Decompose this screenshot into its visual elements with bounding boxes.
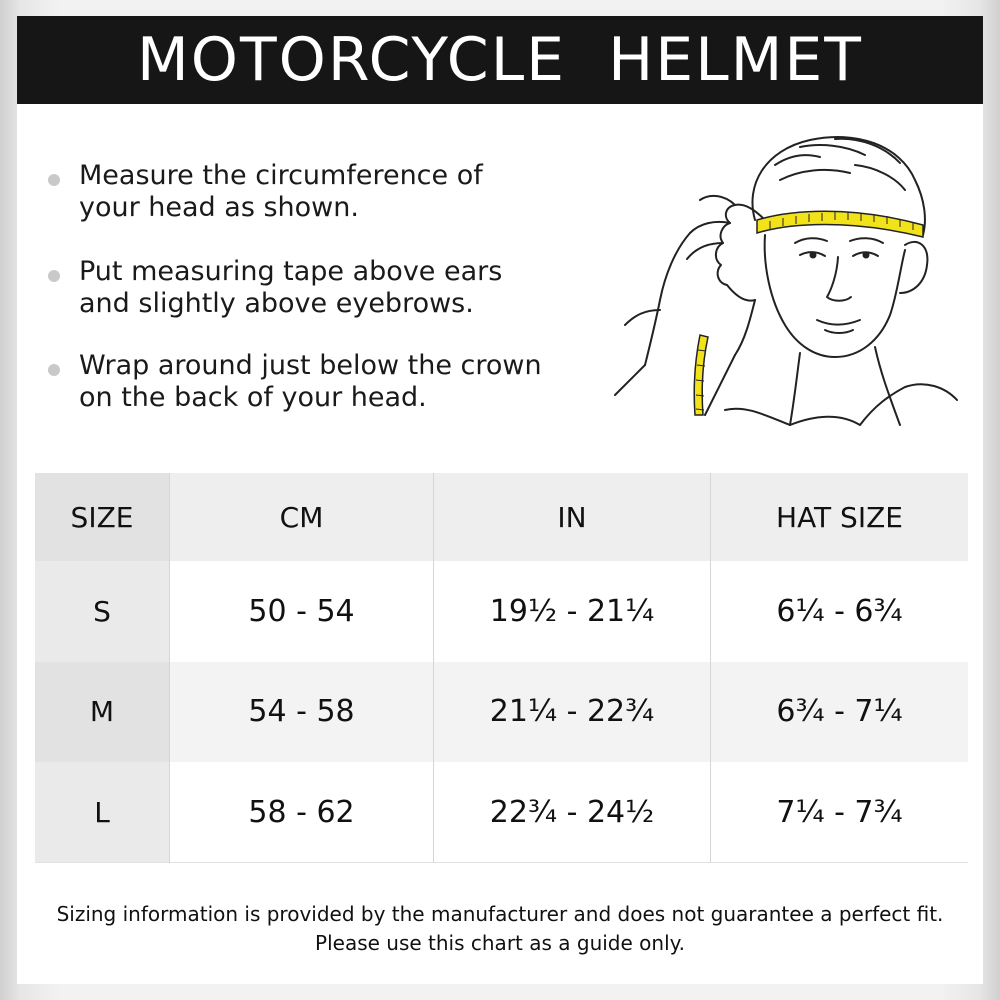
size-cell: S: [35, 561, 170, 662]
column-header-cm: CM: [170, 473, 434, 561]
size-cell: M: [35, 662, 170, 763]
in-cell: 19½ - 21¼: [434, 561, 711, 662]
table-row: [35, 762, 968, 863]
hat-size-cell: 7¼ - 7¾: [776, 794, 903, 830]
cm-cell: 54 - 58: [170, 662, 434, 763]
disclaimer-line: Please use this chart as a guide only.: [315, 931, 685, 955]
cm-cell: 58 - 62: [170, 762, 434, 863]
in-cell: 22¾ - 24½: [434, 762, 711, 863]
hat-size-cell: 6¼ - 6¾: [776, 593, 903, 629]
hat-size-cell: 6¾ - 7¼: [776, 694, 903, 730]
in-cell: 21¼ - 22¾: [434, 662, 711, 763]
column-header-hat-size: HAT SIZE: [776, 500, 903, 534]
instruction-line: your head as shown.: [79, 192, 359, 223]
bullet-dot-icon: [48, 364, 60, 376]
instruction-text: [79, 160, 569, 224]
man-measuring-head-with-tape-icon: [605, 125, 960, 435]
instruction-text: [79, 256, 569, 320]
instruction-line: Put measuring tape above ears: [79, 256, 503, 287]
disclaimer: [17, 900, 983, 958]
disclaimer-line: Sizing information is provided by the manufacturer and does not guarantee a perfect fit.: [56, 902, 944, 926]
column-header-in: IN: [434, 473, 711, 561]
column-header-size: SIZE: [35, 473, 170, 561]
instruction-line: Measure the circumference of: [79, 160, 483, 191]
instruction-line: and slightly above eyebrows.: [79, 288, 474, 319]
title-bar: [17, 16, 983, 104]
size-chart-table: [35, 473, 968, 863]
bullet-dot-icon: [48, 270, 60, 282]
size-cell: L: [35, 762, 170, 863]
table-row: [35, 662, 968, 763]
cm-cell: 50 - 54: [170, 561, 434, 662]
bullet-dot-icon: [48, 174, 60, 186]
instruction-line: on the back of your head.: [79, 382, 427, 413]
instruction-line: Wrap around just below the crown: [79, 350, 542, 381]
instruction-text: [79, 350, 569, 414]
table-row: [35, 561, 968, 662]
page-title: MOTORCYCLE HELMET: [137, 25, 863, 95]
table-header-row: [35, 473, 968, 561]
head-measurement-illustration: [605, 125, 960, 435]
